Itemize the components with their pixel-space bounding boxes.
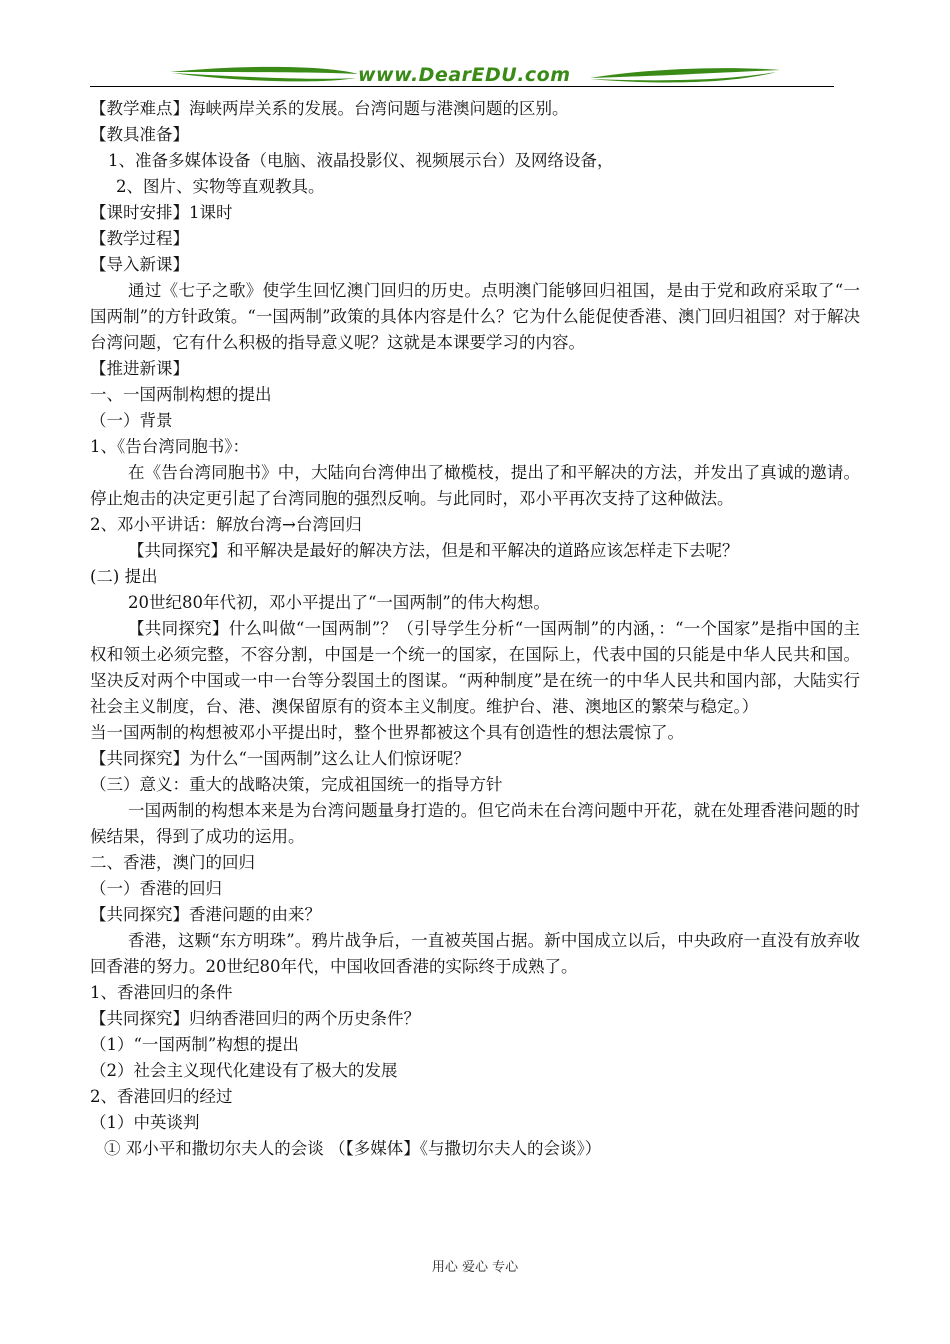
text-line: 1、香港回归的条件: [90, 983, 233, 1002]
paragraph: 一国两制的构想本来是为台湾问题量身打造的。但它尚未在台湾问题中开花，就在处理香港问题的时候结果，得到了成功的运用。: [90, 801, 860, 846]
text-line: （1）“一国两制”构想的提出: [90, 1035, 299, 1054]
text-line: ① 邓小平和撒切尔夫人的会谈 （【多媒体】《与撒切尔夫人的会谈》）: [104, 1139, 602, 1158]
text-line: 20世纪80年代初，邓小平提出了“一国两制”的伟大构想。: [128, 593, 550, 612]
text-line: 一、一国两制构想的提出: [90, 385, 272, 404]
paragraph: 在《告台湾同胞书》中，大陆向台湾伸出了橄榄枝，提出了和平解决的方法，并发出了真诚的邀请。停止炮击的决定更引起了台湾同胞的强烈反响。与此同时，邓小平再次支持了这种做法。: [90, 463, 860, 508]
text-line: 【教学过程】: [90, 229, 189, 248]
text-line: 【课时安排】1课时: [90, 203, 233, 222]
text-line: 2、图片、实物等直观教具。: [116, 177, 325, 196]
text-line: 【推进新课】: [90, 359, 189, 378]
text-line: （2）社会主义现代化建设有了极大的发展: [90, 1061, 398, 1080]
text-line: （三）意义：重大的战略决策，完成祖国统一的指导方针: [90, 775, 503, 794]
paragraph: 通过《七子之歌》使学生回忆澳门回归的历史。点明澳门能够回归祖国，是由于党和政府采取了“一国两制”的方针政策。“一国两制”政策的具体内容是什么？它为什么能促使香港、澳门回归祖国？对于解决台湾问题，它有什么积极的指导意义呢？这就是本课要学习的内容。: [90, 281, 860, 352]
paragraph: 【共同探究】什么叫做“一国两制”？（引导学生分析“一国两制”的内涵，：“一个国家”是指中国的主权和领土必须完整，不容分割，中国是一个统一的国家，在国际上，代表中国的只能是中华人民共和国。坚决反对两个中国或一中一台等分裂国土的图谋。“两种制度”是在统一的中华人民共和国内部，大陆实行社会主义制度，台、港、澳保留原有的资本主义制度。维护台、港、澳地区的繁荣与稳定。）: [90, 619, 860, 716]
paragraph: 香港，这颗“东方明珠”。鸦片战争后，一直被英国占据。新中国成立以后，中央政府一直没有放弃收回香港的努力。20世纪80年代，中国收回香港的实际终于成熟了。: [90, 931, 860, 976]
text-line: 2、香港回归的经过: [90, 1087, 233, 1106]
site-header-banner: [90, 58, 834, 98]
text-line: （一）背景: [90, 411, 173, 430]
text-line: 【共同探究】香港问题的由来？: [90, 905, 321, 924]
text-line: 当一国两制的构想被邓小平提出时，整个世界都被这个具有创造性的想法震惊了。: [90, 723, 684, 742]
text-line: 【共同探究】归纳香港回归的两个历史条件？: [90, 1009, 420, 1028]
page-footer: 用心 爱心 专心: [431, 1260, 519, 1275]
text-line: (二) 提出: [90, 567, 158, 586]
text-line: （1）中英谈判: [90, 1113, 200, 1132]
text-line: 1、准备多媒体设备（电脑、液晶投影仪、视频展示台）及网络设备，: [108, 151, 614, 170]
header-rule: [90, 86, 834, 87]
text-line: 【教具准备】: [90, 125, 189, 144]
document-body: [90, 96, 860, 1162]
text-line: 1、《告台湾同胞书》：: [90, 437, 249, 456]
text-line: 【导入新课】: [90, 255, 189, 274]
text-line: 二、香港，澳门的回归: [90, 853, 255, 872]
text-line: 【共同探究】和平解决是最好的解决方法，但是和平解决的道路应该怎样走下去呢？: [128, 541, 739, 560]
site-url: www.DearEDU.com: [358, 64, 571, 86]
text-line: （一）香港的回归: [90, 879, 222, 898]
text-line: 【共同探究】为什么“一国两制”这么让人们惊讶呢？: [90, 749, 470, 768]
text-line: 【教学难点】海峡两岸关系的发展。台湾问题与港澳问题的区别。: [90, 99, 569, 118]
text-line: 2、邓小平讲话：解放台湾→台湾回归: [90, 515, 362, 534]
